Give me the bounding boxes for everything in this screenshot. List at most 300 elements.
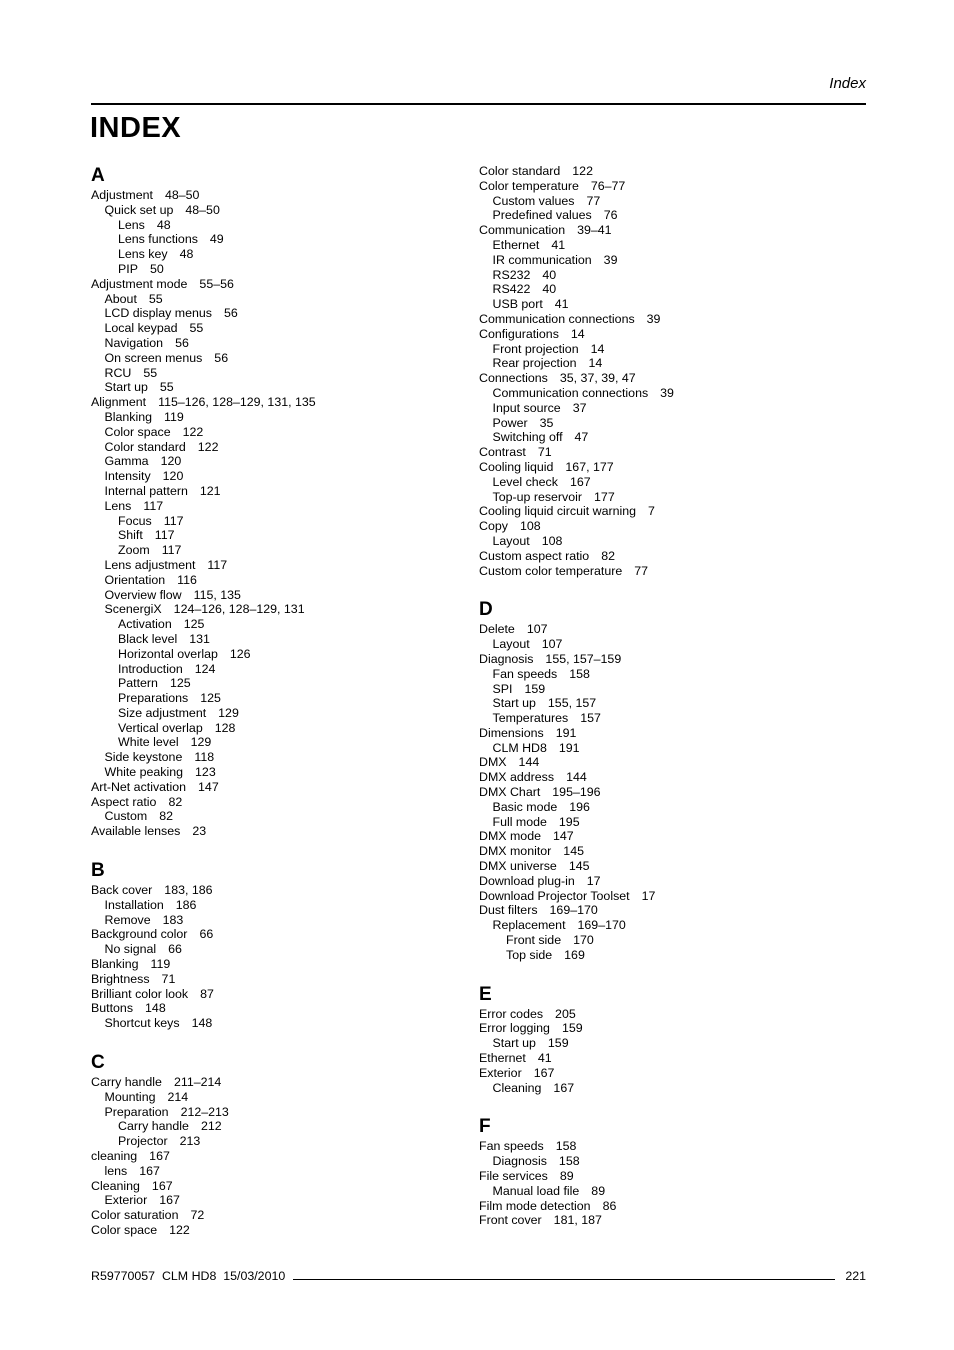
entry-pages[interactable]: 115, 135 — [193, 587, 241, 602]
entry-pages[interactable]: 48 — [156, 217, 171, 232]
entry-pages[interactable]: 145 — [568, 859, 590, 874]
entry-term: CLM HD8 — [492, 740, 547, 755]
index-entry — [91, 247, 471, 262]
entry-pages[interactable]: 39 — [660, 385, 674, 400]
entry-pages[interactable]: 47 — [574, 430, 589, 445]
index-entry — [91, 218, 471, 233]
entry-pages[interactable]: 159 — [547, 1036, 569, 1051]
entry-pages[interactable]: 159 — [561, 1021, 583, 1036]
section-letter: A — [91, 165, 105, 186]
index-entry — [91, 942, 471, 957]
entry-term: Rear projection — [492, 356, 577, 371]
index-entry — [479, 564, 859, 579]
entry-pages[interactable]: 14 — [588, 356, 603, 371]
entry-pages[interactable]: 39 — [646, 311, 661, 326]
entry-pages[interactable]: 144 — [566, 770, 587, 785]
index-entry — [479, 164, 859, 179]
entry-pages[interactable]: 169–170 — [549, 903, 598, 918]
entry-term: Custom — [104, 809, 148, 824]
entry-pages[interactable]: 55–56 — [199, 276, 234, 291]
entry-pages[interactable]: 123 — [195, 765, 216, 780]
index-section-b — [91, 859, 471, 1031]
entry-pages[interactable]: 82 — [159, 809, 173, 824]
index-entry — [479, 948, 859, 963]
entry-term: Installation — [104, 897, 164, 912]
entry-pages[interactable]: 167 — [159, 1193, 180, 1208]
entry-pages[interactable]: 56 — [223, 306, 238, 321]
entry-term: White level — [118, 735, 179, 750]
entry-term: Exterior — [104, 1193, 148, 1208]
index-entry — [91, 972, 471, 987]
entry-term: Cooling liquid — [479, 459, 554, 474]
entry-pages[interactable]: 82 — [601, 548, 615, 563]
index-entry — [91, 1179, 471, 1194]
entry-pages[interactable]: 158 — [558, 1154, 580, 1169]
index-entry — [479, 238, 859, 253]
index-entry — [91, 617, 471, 632]
index-entry — [91, 662, 471, 677]
entry-pages[interactable]: 37 — [572, 400, 587, 415]
index-entry — [91, 1164, 471, 1179]
entry-pages[interactable]: 117 — [154, 528, 175, 543]
entry-pages[interactable]: 17 — [586, 873, 601, 888]
entry-term: Switching off — [492, 430, 563, 445]
entry-term: Available lenses — [91, 824, 181, 839]
index-entry — [479, 889, 859, 904]
entry-pages[interactable]: 116 — [177, 572, 197, 587]
entry-pages[interactable]: 39–41 — [577, 223, 612, 238]
entry-term: Communication connections — [479, 311, 635, 326]
index-entry — [91, 780, 471, 795]
entry-pages[interactable]: 129 — [190, 735, 212, 750]
entry-pages[interactable]: 205 — [555, 1006, 576, 1021]
index-entry — [91, 1016, 471, 1031]
entry-pages[interactable]: 66 — [168, 942, 182, 957]
entry-pages[interactable]: 55 — [148, 291, 163, 306]
entry-term: Blanking — [91, 957, 139, 972]
entry-pages[interactable]: 213 — [179, 1134, 201, 1149]
index-entry — [91, 380, 471, 395]
entry-pages[interactable]: 55 — [189, 321, 204, 336]
entry-term: Internal pattern — [104, 483, 188, 498]
index-entry — [91, 306, 471, 321]
entry-pages[interactable]: 211–214 — [173, 1075, 222, 1090]
index-entry — [479, 460, 859, 475]
entry-term: Preparations — [118, 691, 189, 706]
entry-pages[interactable]: 82 — [168, 794, 183, 809]
entry-pages[interactable]: 122 — [169, 1223, 190, 1237]
entry-term: Black level — [118, 631, 178, 646]
entry-pages[interactable]: 55 — [143, 365, 158, 380]
entry-term: Size adjustment — [118, 705, 207, 720]
index-entry — [91, 1090, 471, 1105]
entry-pages[interactable]: 148 — [145, 1001, 166, 1016]
index-entry — [479, 711, 859, 726]
running-header: Index — [829, 75, 866, 92]
entry-pages[interactable]: 108 — [519, 519, 541, 534]
entry-term: Manual load file — [492, 1183, 580, 1198]
entry-pages[interactable]: 195 — [558, 814, 580, 829]
index-entry — [91, 1119, 471, 1134]
index-entry — [479, 652, 859, 667]
entry-pages[interactable]: 107 — [526, 622, 548, 637]
entry-pages[interactable]: 119 — [164, 409, 184, 424]
index-entry — [91, 543, 471, 558]
entry-term: Blanking — [104, 409, 153, 424]
entry-pages[interactable]: 167 — [139, 1163, 160, 1178]
entry-pages[interactable]: 148 — [191, 1016, 213, 1031]
entry-term: Diagnosis — [492, 1154, 547, 1169]
entry-pages[interactable]: 191 — [555, 725, 577, 740]
entry-pages[interactable]: 56 — [214, 350, 229, 365]
entry-pages[interactable]: 122 — [197, 439, 219, 454]
entry-pages[interactable]: 145 — [563, 844, 584, 859]
entry-pages[interactable]: 77 — [586, 193, 601, 208]
index-entry — [91, 1149, 471, 1164]
entry-term: Background color — [91, 927, 188, 942]
index-entry — [479, 829, 859, 844]
index-entry — [91, 1134, 471, 1149]
entry-pages[interactable]: 23 — [192, 824, 207, 839]
index-entry — [479, 622, 859, 637]
entry-pages[interactable]: 35 — [539, 415, 554, 430]
entry-term: No signal — [104, 942, 157, 957]
entry-term: Diagnosis — [479, 651, 534, 666]
entry-pages[interactable]: 17 — [641, 888, 656, 903]
entry-term: Delete — [479, 622, 515, 637]
index-entry — [479, 637, 859, 652]
entry-pages[interactable]: 167 — [151, 1178, 173, 1193]
entry-pages[interactable]: 129 — [218, 705, 239, 720]
entry-term: Aspect ratio — [91, 794, 157, 809]
entry-pages[interactable]: 39 — [603, 252, 618, 267]
entry-term: About — [104, 291, 137, 306]
entry-term: Front cover — [479, 1213, 542, 1228]
index-entry — [479, 297, 859, 312]
entry-term: lens — [104, 1163, 128, 1178]
entry-term: Lens adjustment — [104, 557, 196, 572]
entry-term: Navigation — [104, 335, 164, 350]
entry-term: DMX mode — [479, 829, 541, 844]
entry-pages[interactable]: 76–77 — [590, 178, 626, 193]
index-entry — [91, 824, 471, 839]
page-number: 221 — [845, 1269, 866, 1283]
entry-pages[interactable]: 170 — [573, 933, 594, 948]
entry-pages[interactable]: 76 — [603, 208, 618, 223]
index-entry — [479, 475, 859, 490]
entry-pages[interactable]: 128 — [214, 720, 236, 735]
index-entry — [479, 755, 859, 770]
entry-pages[interactable]: 40 — [542, 267, 557, 282]
index-entry — [479, 1021, 859, 1036]
entry-pages[interactable]: 155, 157 — [547, 696, 597, 711]
entry-pages[interactable]: 117 — [207, 557, 228, 572]
entry-pages[interactable]: 124–126, 128–129, 131 — [173, 602, 305, 617]
entry-pages[interactable]: 125 — [200, 691, 221, 706]
entry-pages[interactable]: 108 — [541, 533, 563, 548]
entry-term: Pattern — [118, 676, 158, 691]
entry-pages[interactable]: 196 — [569, 799, 590, 814]
entry-term: Side keystone — [104, 750, 183, 765]
index-entry — [91, 883, 471, 898]
entry-term: Film mode detection — [479, 1198, 591, 1213]
entry-pages[interactable]: 177 — [594, 489, 615, 504]
entry-pages[interactable]: 40 — [542, 282, 557, 297]
entry-pages[interactable]: 117 — [143, 498, 164, 513]
index-entry — [479, 356, 859, 371]
index-entry — [479, 844, 859, 859]
entry-term: Brightness — [91, 971, 150, 986]
entry-pages[interactable]: 71 — [537, 445, 552, 460]
entry-term: ScenergiX — [104, 602, 162, 617]
entry-pages[interactable]: 167 — [149, 1149, 170, 1164]
entry-pages[interactable]: 158 — [569, 666, 590, 681]
entry-term: Top-up reservoir — [492, 489, 583, 504]
index-entry — [479, 534, 859, 549]
entry-term: Power — [492, 415, 528, 430]
entry-pages[interactable]: 117 — [163, 513, 184, 528]
entry-term: Dust filters — [479, 903, 538, 918]
entry-pages[interactable]: 124 — [194, 661, 216, 676]
index-entry — [91, 1105, 471, 1120]
index-entry — [91, 809, 471, 824]
index-entry — [91, 573, 471, 588]
entry-pages[interactable]: 125 — [169, 676, 191, 691]
page-title: INDEX — [90, 112, 182, 144]
index-entry — [91, 647, 471, 662]
index-entry — [91, 321, 471, 336]
index-entry — [91, 203, 471, 218]
entry-term: Adjustment — [91, 188, 153, 202]
index-entry — [479, 282, 859, 297]
entry-pages[interactable]: 14 — [570, 326, 585, 341]
index-entry — [479, 726, 859, 741]
entry-pages[interactable]: 186 — [175, 897, 197, 912]
entry-term: Start up — [492, 1036, 536, 1051]
entry-term: Fan speeds — [479, 1139, 544, 1154]
entry-pages[interactable]: 121 — [199, 483, 221, 498]
entry-pages[interactable]: 120 — [162, 469, 184, 484]
index-entry — [91, 913, 471, 928]
entry-term: Shortcut keys — [104, 1016, 180, 1031]
entry-pages[interactable]: 147 — [198, 779, 219, 794]
index-entry — [479, 549, 859, 564]
index-entry — [91, 232, 471, 247]
entry-term: Layout — [492, 637, 530, 652]
index-entry — [479, 223, 859, 238]
entry-pages[interactable]: 41 — [554, 297, 569, 312]
index-entry — [479, 918, 859, 933]
index-entry — [91, 395, 471, 410]
entry-pages[interactable]: 167 — [533, 1065, 555, 1080]
index-entry — [479, 933, 859, 948]
index-section-continued — [479, 164, 859, 578]
entry-pages[interactable]: 107 — [541, 637, 563, 652]
entry-term: Ethernet — [492, 237, 540, 252]
footer-rule — [293, 1279, 835, 1280]
entry-term: Zoom — [118, 543, 150, 558]
entry-term: Alignment — [91, 395, 147, 410]
entry-pages[interactable]: 212 — [200, 1119, 222, 1134]
index-entry — [479, 1066, 859, 1081]
entry-pages[interactable]: 117 — [161, 543, 182, 558]
index-entry — [479, 430, 859, 445]
entry-pages[interactable]: 86 — [602, 1198, 617, 1213]
entry-pages[interactable]: 48–50 — [164, 188, 200, 202]
entry-term: Ethernet — [479, 1051, 526, 1066]
entry-pages[interactable]: 157 — [580, 711, 601, 726]
index-entry — [479, 268, 859, 283]
entry-pages[interactable]: 167 — [553, 1080, 575, 1095]
entry-pages[interactable]: 89 — [591, 1183, 606, 1198]
index-section-c — [91, 1051, 471, 1238]
entry-term: Introduction — [118, 661, 183, 676]
index-entry — [479, 194, 859, 209]
entry-pages[interactable]: 41 — [551, 237, 566, 252]
entry-pages[interactable]: 48–50 — [185, 202, 220, 217]
entry-term: Custom aspect ratio — [479, 548, 590, 563]
entry-term: Cleaning — [492, 1080, 542, 1095]
index-entry — [91, 499, 471, 514]
entry-term: Level check — [492, 474, 558, 489]
entry-term: Layout — [492, 533, 530, 548]
entry-term: White peaking — [104, 765, 184, 780]
entry-pages[interactable]: 77 — [634, 563, 649, 578]
index-entry — [479, 504, 859, 519]
entry-pages[interactable]: 169 — [564, 947, 585, 962]
entry-pages[interactable]: 35, 37, 39, 47 — [559, 371, 636, 386]
entry-pages[interactable]: 155, 157–159 — [545, 651, 622, 666]
entry-term: Contrast — [479, 445, 526, 460]
entry-pages[interactable]: 167 — [569, 474, 591, 489]
entry-term: Shift — [118, 528, 143, 543]
entry-pages[interactable]: 214 — [167, 1089, 189, 1104]
entry-pages[interactable]: 41 — [537, 1051, 552, 1066]
index-column-left — [91, 164, 471, 1258]
index-entry — [91, 676, 471, 691]
entry-pages[interactable]: 159 — [524, 681, 546, 696]
entry-term: Focus — [118, 513, 152, 528]
entry-term: Carry handle — [118, 1119, 189, 1134]
entry-pages[interactable]: 131 — [189, 631, 210, 646]
entry-term: Activation — [118, 617, 172, 632]
entry-pages[interactable]: 167, 177 — [565, 459, 614, 474]
entry-pages[interactable]: 122 — [182, 424, 204, 439]
index-entry — [91, 514, 471, 529]
index-entry — [479, 1051, 859, 1066]
index-entry — [91, 1075, 471, 1090]
index-entry — [91, 454, 471, 469]
entry-pages[interactable]: 125 — [183, 617, 205, 632]
entry-term: RS422 — [492, 282, 531, 297]
index-entry — [91, 1223, 471, 1238]
entry-term: Brilliant color look — [91, 986, 189, 1001]
entry-term: Custom values — [492, 193, 575, 208]
entry-term: File services — [479, 1169, 548, 1184]
entry-pages[interactable]: 119 — [150, 957, 171, 972]
entry-pages[interactable]: 158 — [555, 1139, 577, 1154]
entry-pages[interactable]: 66 — [199, 927, 214, 942]
entry-pages[interactable]: 56 — [175, 335, 189, 350]
entry-pages[interactable]: 212–213 — [180, 1104, 229, 1119]
entry-term: Cleaning — [91, 1178, 140, 1193]
entry-pages[interactable]: 50 — [149, 261, 164, 276]
entry-term: Cooling liquid circuit warning — [479, 504, 637, 519]
entry-term: Predefined values — [492, 208, 592, 223]
entry-term: Exterior — [479, 1065, 522, 1080]
entry-term: Connections — [479, 371, 548, 386]
entry-pages[interactable]: 14 — [590, 341, 605, 356]
index-section-e — [479, 983, 859, 1096]
entry-term: On screen menus — [104, 350, 203, 365]
index-entry — [91, 351, 471, 366]
entry-pages[interactable]: 122 — [572, 164, 593, 178]
entry-pages[interactable]: 72 — [190, 1208, 205, 1223]
entry-pages[interactable]: 49 — [209, 232, 224, 247]
entry-pages[interactable]: 144 — [518, 755, 540, 770]
entry-pages[interactable]: 126 — [229, 646, 251, 661]
entry-pages[interactable]: 183 — [162, 912, 184, 927]
entry-term: Full mode — [492, 814, 547, 829]
entry-pages[interactable]: 48 — [179, 247, 194, 262]
section-letter: E — [479, 983, 492, 1005]
entry-term: Local keypad — [104, 321, 178, 336]
entry-pages[interactable]: 147 — [552, 829, 574, 844]
index-entry — [91, 987, 471, 1002]
entry-pages[interactable]: 89 — [559, 1169, 574, 1184]
index-entry — [91, 262, 471, 277]
entry-pages[interactable]: 87 — [200, 986, 214, 1001]
entry-term: Custom color temperature — [479, 563, 623, 578]
index-entry — [479, 667, 859, 682]
index-entry — [91, 1193, 471, 1208]
entry-pages[interactable]: 195–196 — [552, 785, 601, 800]
entry-term: Lens — [104, 498, 132, 513]
index-entry — [91, 588, 471, 603]
entry-pages[interactable]: 181, 187 — [553, 1213, 602, 1228]
index-entry — [479, 785, 859, 800]
entry-term: Lens key — [118, 247, 168, 262]
index-entry — [479, 903, 859, 918]
index-entry — [91, 277, 471, 292]
entry-pages[interactable]: 55 — [159, 380, 174, 395]
entry-pages[interactable]: 118 — [194, 750, 215, 765]
entry-pages[interactable]: 71 — [161, 971, 176, 986]
entry-term: Start up — [492, 696, 536, 711]
entry-term: Quick set up — [104, 202, 174, 217]
index-entry — [91, 765, 471, 780]
entry-pages[interactable]: 115–126, 128–129, 131, 135 — [158, 395, 316, 410]
index-entry — [479, 386, 859, 401]
entry-term: Configurations — [479, 326, 559, 341]
entry-term: Input source — [492, 400, 561, 415]
entry-term: Temperatures — [492, 711, 569, 726]
index-entry — [479, 179, 859, 194]
index-entry — [479, 519, 859, 534]
entry-pages[interactable]: 7 — [648, 504, 655, 519]
entry-term: Color standard — [479, 164, 561, 178]
entry-pages[interactable]: 169–170 — [577, 918, 626, 933]
index-entry — [479, 770, 859, 785]
entry-pages[interactable]: 191 — [558, 740, 580, 755]
index-entry — [479, 490, 859, 505]
entry-term: Download Projector Toolset — [479, 888, 630, 903]
entry-pages[interactable]: 120 — [160, 454, 182, 469]
entry-term: DMX — [479, 755, 507, 770]
entry-pages[interactable]: 183, 186 — [164, 883, 213, 898]
index-entry — [479, 1036, 859, 1051]
entry-term: Remove — [104, 912, 151, 927]
